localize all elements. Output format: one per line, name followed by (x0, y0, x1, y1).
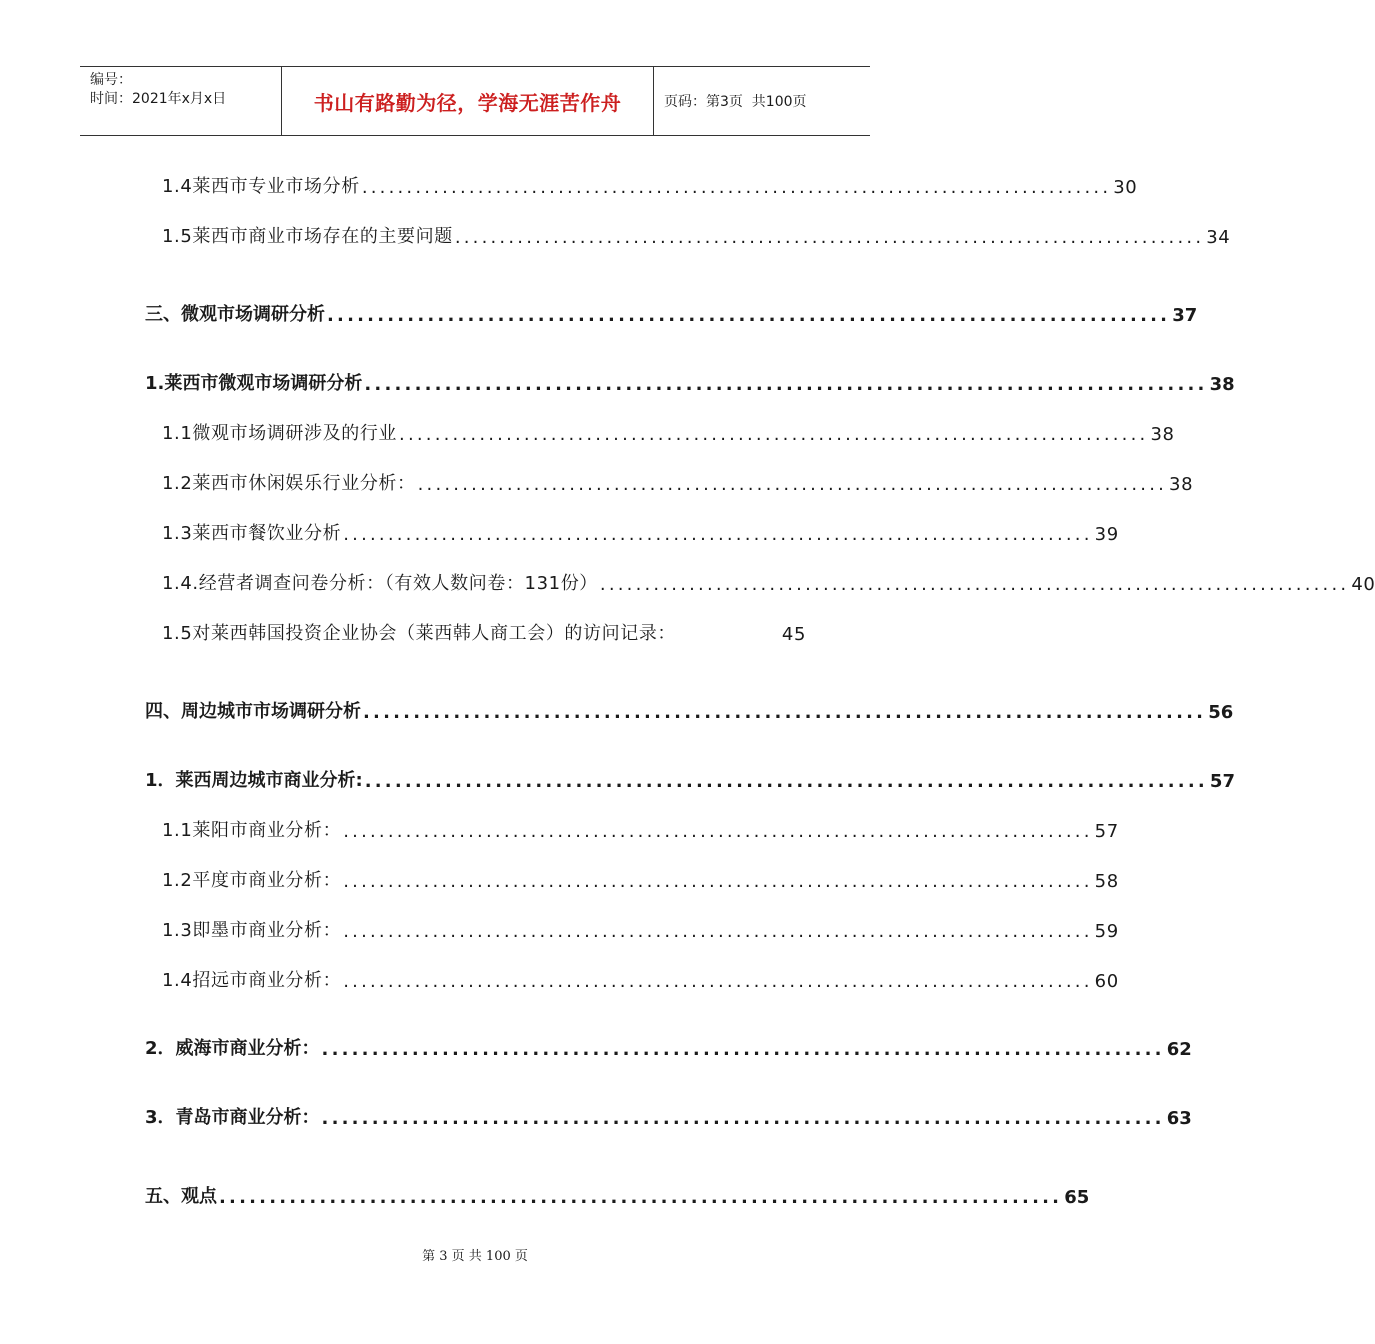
toc-entry[interactable] (162, 415, 1175, 445)
toc-entry-page: 37 (1172, 305, 1198, 326)
toc-leader-dots: .................................................................................... (417, 474, 1168, 495)
toc-leader-dots: .................................................................................... (343, 871, 1093, 892)
toc-entry[interactable] (162, 218, 1231, 248)
toc-leader-dots: .................................................................................... (321, 1039, 1165, 1060)
toc-entry-page: 40 (1351, 574, 1375, 595)
toc-entry-title: 三、微观市场调研分析 (145, 304, 325, 325)
toc-entry-page: 59 (1094, 921, 1119, 942)
toc-entry-page: 62 (1166, 1039, 1192, 1060)
toc-leader-dots: .................................................................................... (343, 524, 1093, 545)
toc-leader-dots: .................................................................................... (321, 1108, 1165, 1129)
toc-entry[interactable] (162, 168, 1138, 198)
header-page-info: 页码：第3页 共100页 (664, 94, 807, 110)
toc-entry[interactable] (162, 615, 806, 645)
toc-entry[interactable] (162, 912, 1119, 942)
toc-entry-title: 1.1微观市场调研涉及的行业 (162, 423, 398, 444)
toc-entry-title: 1.4招远市商业分析： (162, 970, 342, 991)
toc-entry[interactable] (145, 296, 1198, 326)
page-footer: 第 3 页 共 100 页 (422, 1249, 528, 1264)
toc-entry-title: 1．莱西周边城市商业分析: (145, 770, 363, 791)
toc-entry-title: 1.2平度市商业分析： (162, 870, 342, 891)
toc-entry-title: 五、观点 (145, 1186, 217, 1207)
toc-entry[interactable] (145, 1178, 1090, 1208)
toc-entry[interactable] (162, 812, 1119, 842)
toc-entry-title: 1.3即墨市商业分析： (162, 920, 342, 941)
header-number-label: 编号： (90, 72, 132, 88)
toc-entry[interactable] (162, 565, 1375, 595)
toc-entry-title: 1.5对莱西韩国投资企业协会（莱西韩人商工会）的访问记录： (162, 623, 677, 644)
toc-leader-dots: .................................................................................... (399, 424, 1149, 445)
header-motto: 书山有路勤为径，学海无涯苦作舟 (281, 67, 654, 135)
toc-entry-page: 34 (1206, 227, 1231, 248)
toc-leader-dots: .................................................................................... (327, 305, 1171, 326)
toc-entry[interactable] (162, 862, 1119, 892)
toc-leader-dots: .................................................................................... (364, 374, 1208, 395)
toc-entry[interactable] (145, 365, 1235, 395)
toc-entry-title: 1.2莱西市休闲娱乐行业分析： (162, 473, 416, 494)
toc-leader-dots: .................................................................................... (364, 771, 1208, 792)
toc-leader-dots: .................................................................................... (363, 702, 1207, 723)
toc-entry-page: 63 (1166, 1108, 1192, 1129)
toc-leader-dots: .................................................................................... (454, 227, 1205, 248)
toc-entry-page: 60 (1094, 971, 1119, 992)
toc-entry-page: 58 (1094, 871, 1119, 892)
toc-entry-title: 四、周边城市市场调研分析 (145, 701, 361, 722)
toc-entry[interactable] (162, 962, 1119, 992)
header-meta (80, 67, 281, 135)
toc-leader-dots: .................................................................................... (361, 177, 1112, 198)
toc-leader-dots: .................................................................................... (343, 921, 1093, 942)
document-header (80, 66, 870, 136)
toc-entry-title: 2．威海市商业分析： (145, 1038, 320, 1059)
toc-leader-dots: .................................................................................... (343, 971, 1093, 992)
toc-entry-title: 1.4.经营者调查问卷分析：（有效人数问卷：131份） (162, 573, 598, 594)
header-time-label: 时间：2021年x月x日 (90, 91, 227, 107)
toc-entry-page: 38 (1209, 374, 1235, 395)
toc-entry-page: 38 (1169, 474, 1194, 495)
toc-entry-title: 3．青岛市商业分析： (145, 1107, 320, 1128)
toc-entry-title: 1.5莱西市商业市场存在的主要问题 (162, 226, 453, 247)
toc-entry-page: 57 (1209, 771, 1235, 792)
toc-entry-title: 1.4莱西市专业市场分析 (162, 176, 360, 197)
toc-entry-page: 38 (1150, 424, 1175, 445)
toc-entry[interactable] (145, 693, 1234, 723)
toc-entry-title: 1.莱西市微观市场调研分析 (145, 373, 363, 394)
toc-entry-page: 57 (1094, 821, 1119, 842)
toc-entry[interactable] (145, 1030, 1192, 1060)
toc-leader-dots: .................................................................................... (599, 574, 1350, 595)
toc-leader-dots: .................................................................................... (343, 821, 1093, 842)
toc-entry[interactable] (162, 515, 1119, 545)
toc-entry-page: 39 (1094, 524, 1119, 545)
toc-entry-page: 30 (1113, 177, 1138, 198)
toc-entry[interactable] (145, 762, 1235, 792)
toc-entry-page: 45 (781, 624, 806, 645)
toc-entry[interactable] (162, 465, 1194, 495)
toc-entry-page: 56 (1208, 702, 1234, 723)
toc-entry-title: 1.1莱阳市商业分析： (162, 820, 342, 841)
toc-leader-dots: .................................................................................... (219, 1187, 1063, 1208)
toc-entry-title: 1.3莱西市餐饮业分析 (162, 523, 342, 544)
toc-entry-page: 65 (1064, 1187, 1090, 1208)
toc-entry[interactable] (145, 1099, 1192, 1129)
